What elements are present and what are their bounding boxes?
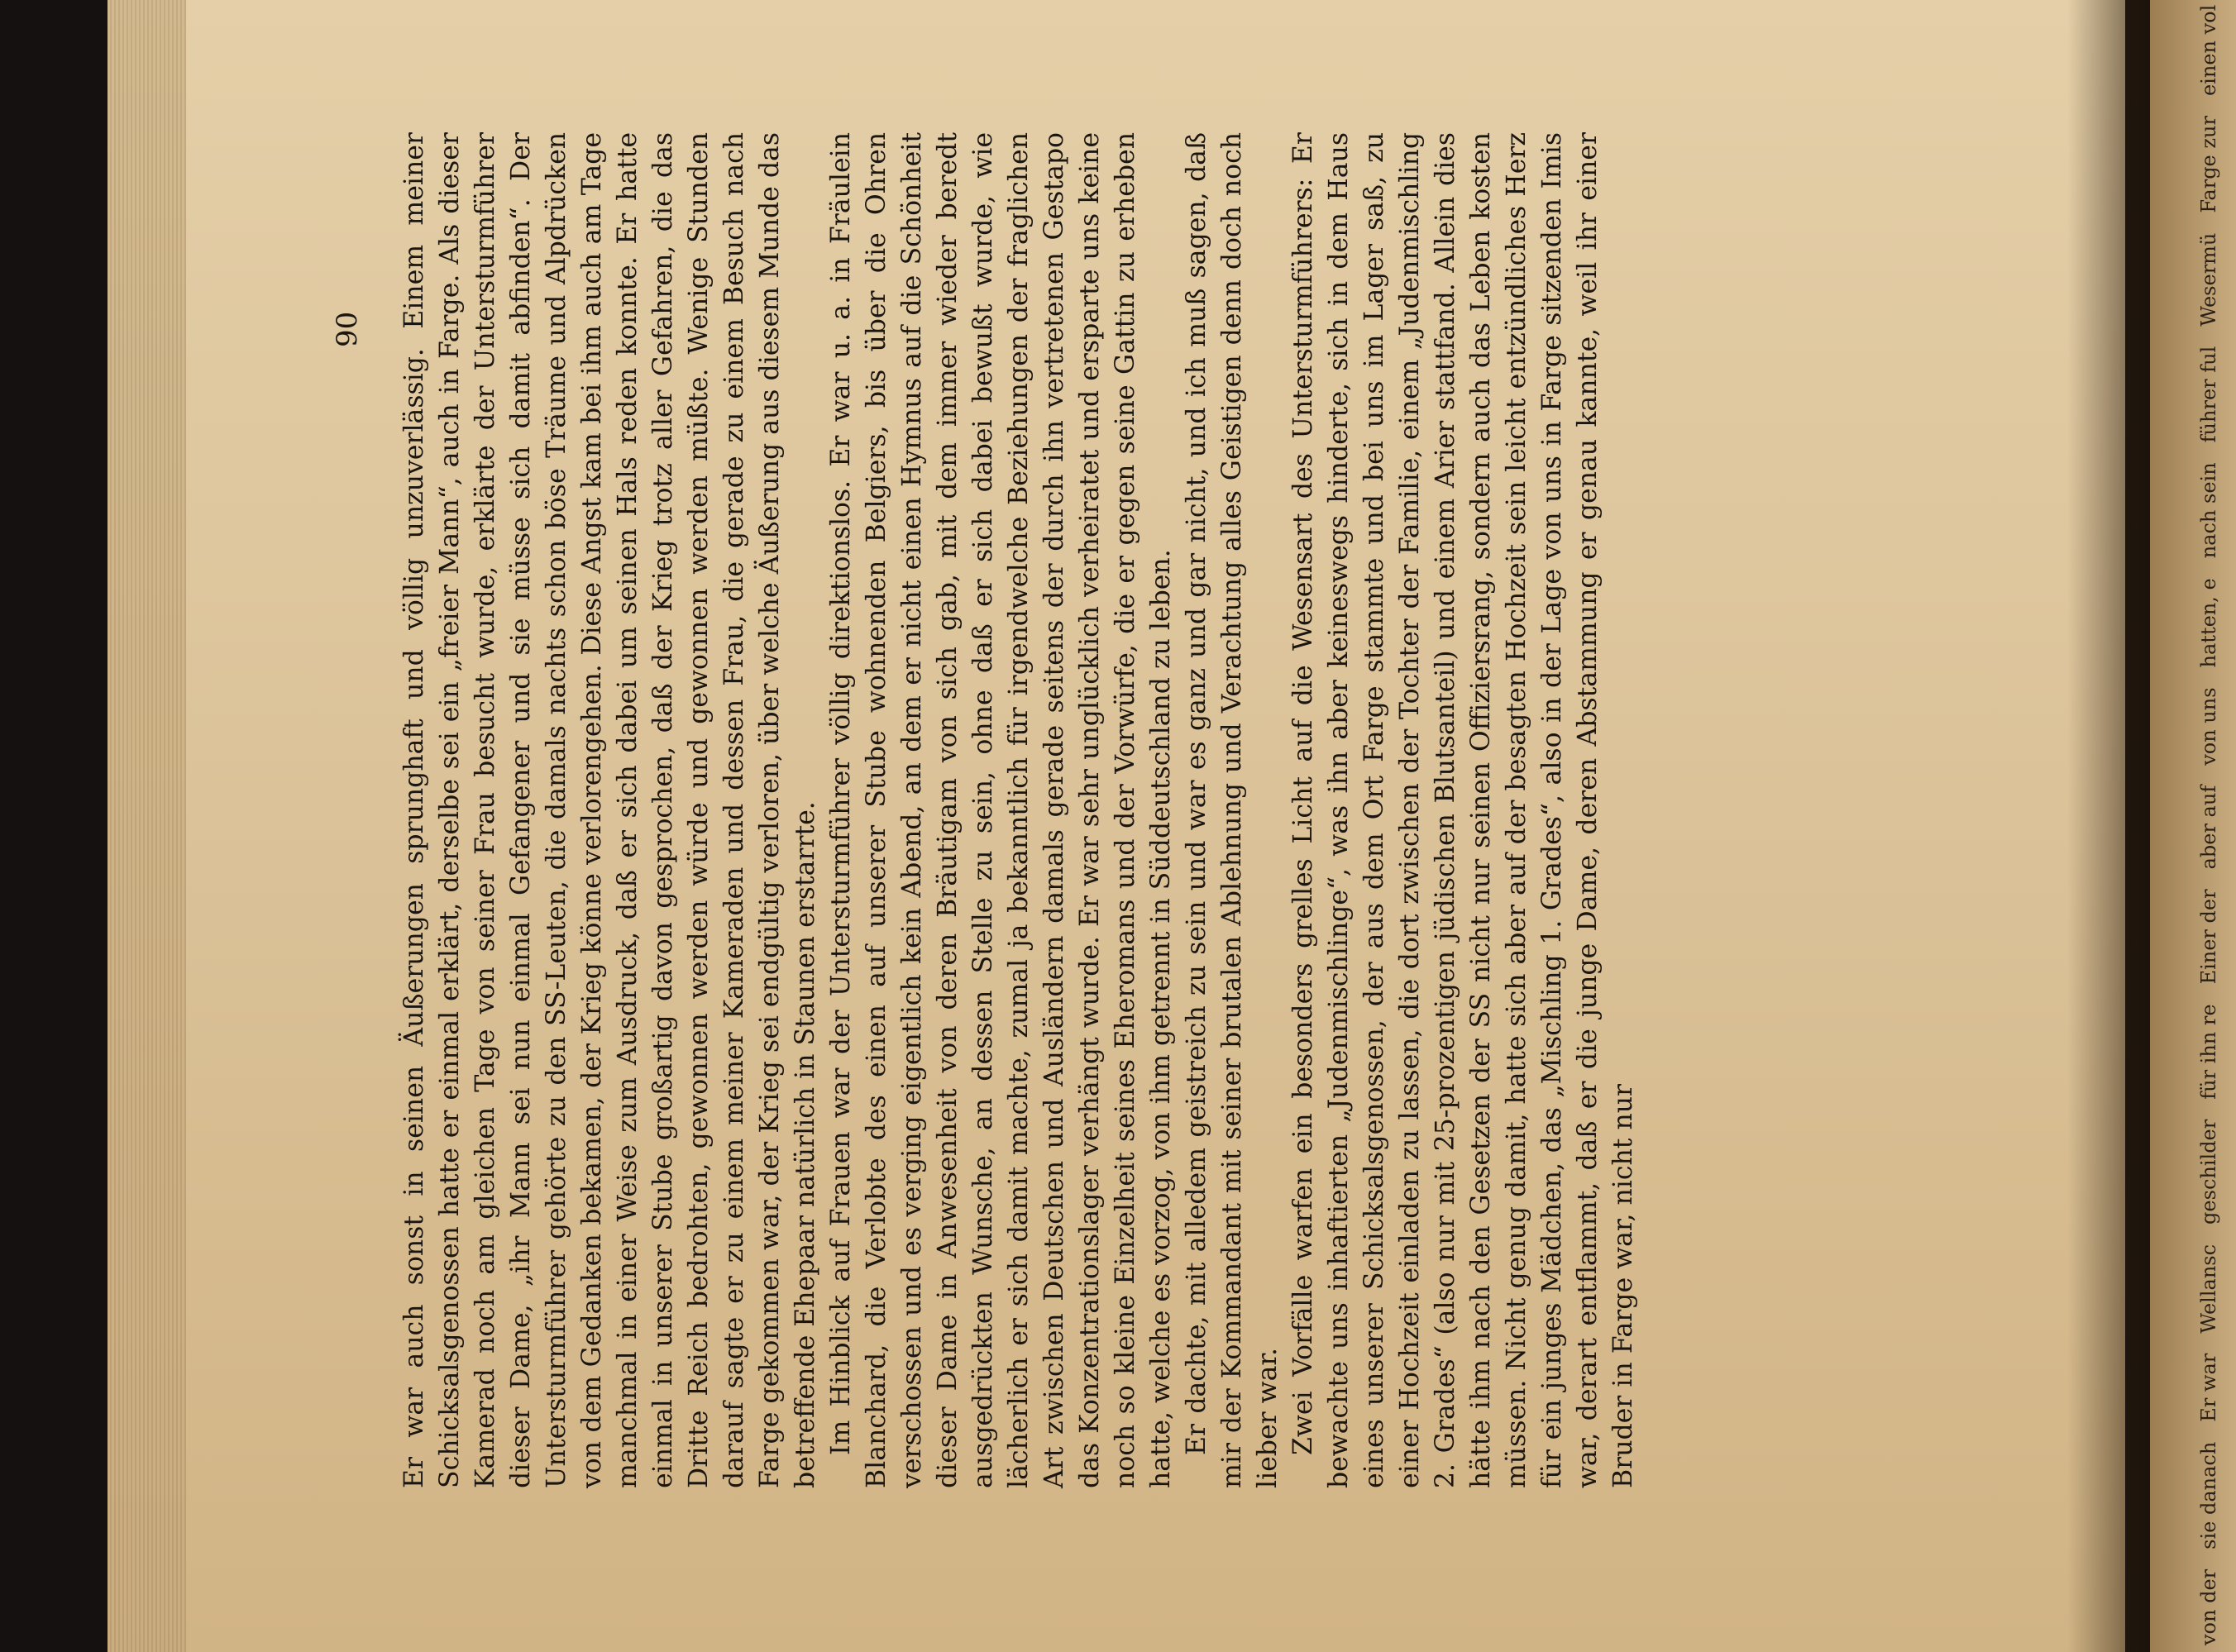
facing-page-fragment: sie danach (2197, 1441, 2220, 1549)
facing-page-fragment: geschilder (2197, 1119, 2220, 1225)
facing-page-fragment: Wesermü (2197, 232, 2220, 327)
facing-page-fragment: aber auf (2197, 785, 2220, 870)
facing-book-page (2150, 0, 2236, 1652)
page-number: 90 (331, 311, 364, 347)
facing-page-fragment: führer ful (2197, 346, 2220, 443)
paragraph: Im Hinblick auf Frauen war der Untersturmführer völlig direktionslos. Er war u. a. in Fräulein Blanchard, die Verlobte des einen auf unserer Stube wohnenden Belgiers, bis über die Ohren verschossen und es verging eigentlich kein Abend, an dem er nicht einen Hymnus auf die Schönheit dieser Dame in Anwesenheit von deren Bräutigam von sich gab, mit dem immer wieder beredt ausgedrückten Wunsche, an dessen Stelle zu sein, ohne daß er sich dabei bewußt wurde, wie lächerlich er sich damit machte, zumal ja bekanntlich für irgendwelche Beziehungen der fraglichen Art zwischen Deutschen und Ausländern damals gerade seitens der durch ihn vertretenen Gestapo das Konzentrationslager verhängt wurde. Er war sehr unglücklich verheiratet und ersparte uns keine noch so kleine Einzelheit seines Eheromans und der Vorwürfe, die er gegen seine Gattin zu erheben hatte, welche es vorzog, von ihm getrennt in Süddeutschland zu leben. (826, 132, 1176, 1488)
facing-page-fragment: hatten, e (2197, 578, 2220, 668)
page-stack-edges (108, 0, 186, 1652)
facing-page-fragment: Einer der (2197, 889, 2220, 985)
facing-page-fragment: Farge zur (2197, 116, 2220, 213)
page-body-text (397, 132, 1641, 1488)
facing-page-fragment: Er war (2197, 1353, 2220, 1422)
facing-page-fragment: für ihn re (2197, 1004, 2220, 1100)
paragraph: Er war auch sonst in seinen Äußerungen sprunghaft und völlig unzuverlässig. Einem meiner Schicksalsgenossen hatte er einmal erklärt, derselbe sei ein „freier Mann“, auch in Farge. Als dieser Kamerad noch am gleichen Tage von seiner Frau besucht wurde, erklärte der Untersturmführer dieser Dame, „ihr Mann sei nun einmal Gefangener und sie müsse sich damit abfinden“. Der Untersturmführer gehörte zu den SS-Leuten, die damals nachts schon böse Träume und Alpdrücken von dem Gedanken bekamen, der Krieg könne verlorengehen. Diese Angst kam bei ihm auch am Tage manchmal in einer Weise zum Ausdruck, daß er sich dabei um seinen Hals reden konnte. Er hatte einmal in unserer Stube großartig davon gesprochen, daß der Krieg trotz aller Gefahren, die das Dritte Reich bedrohten, gewonnen werden würde und gewonnen werden müßte. Wenige Stunden darauf sagte er zu einem meiner Kameraden und dessen Frau, die gerade zu einem Besuch nach Farge gekommen war, der Krieg sei endgültig verloren, über welche Äußerung aus diesem Munde das betreffende Ehepaar natürlich in Staunen erstarrte. (399, 132, 820, 1488)
facing-page-text (2197, 0, 2220, 1645)
paragraph: Er dachte, mit alledem geistreich zu sein und war es ganz und gar nicht, und ich muß sagen, daß mir der Kommandant mit seiner brutalen Ablehnung und Verachtung alles Geistigen denn doch noch lieber war. (1182, 132, 1283, 1488)
facing-page-fragment: von uns (2197, 687, 2220, 766)
paragraph: Zwei Vorfälle warfen ein besonders grelles Licht auf die Wesensart des Untersturmführers: Er bewachte uns inhaftierten „Judenmischlinge“, was ihn aber keineswegs hinderte, sich in dem Haus eines unserer Schicksalsgenossen, der aus dem Ort Farge stammte und bei uns im Lager saß, zu einer Hochzeit einladen zu lassen, die dort zwischen der Tochter der Familie, einem „Judenmischling 2. Grades“ (also nur mit 25-prozentigen jüdischen Blutsanteil) und einem Arier stattfand. Allein dies hätte ihm nach den Gesetzen der SS nicht nur seinen Offiziersrang, sondern auch das Leben kosten müssen. Nicht genug damit, hatte sich aber auf der besagten Hochzeit sein leicht entzündliches Herz für ein junges Mädchen, das „Mischling 1. Grades“, also in der Lage von uns in Farge sitzenden Imis war, derart entflammt, daß er die junge Dame, deren Abstammung er genau kannte, weil ihr einer Bruder in Farge war, nicht nur (1288, 132, 1638, 1488)
facing-page-fragment: nach sein (2197, 462, 2220, 559)
facing-page-fragment: Wellansc (2197, 1244, 2220, 1334)
facing-page-fragment: von der (2197, 1568, 2220, 1645)
facing-page-fragment: einen vol (2197, 4, 2220, 97)
